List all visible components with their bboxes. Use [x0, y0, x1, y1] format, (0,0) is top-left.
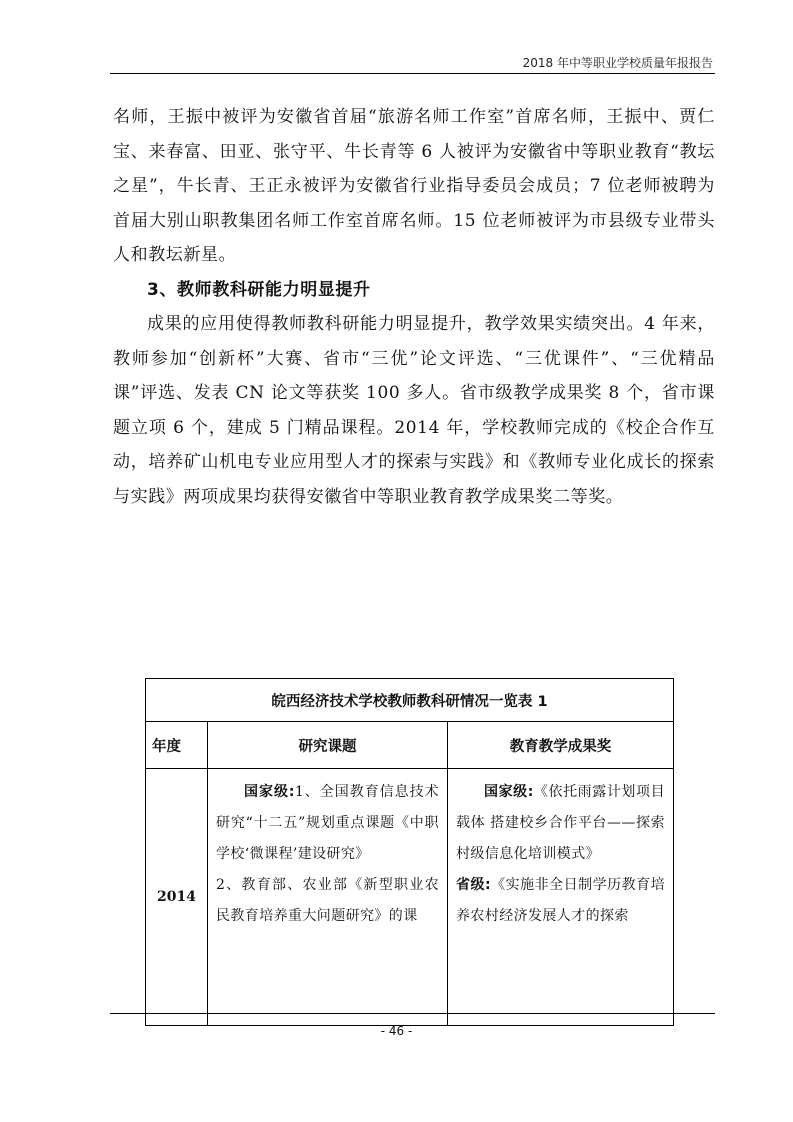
- research-cell: [208, 769, 448, 1026]
- table-row: [146, 769, 674, 1026]
- award-header: 教育教学成果奖: [448, 722, 674, 769]
- award-cell: [448, 769, 674, 1026]
- award-national-text: 《依托雨露计划项目载体 搭建校乡合作平台——探索村级信息化培训模式》: [456, 784, 665, 862]
- research-table: [145, 678, 674, 1026]
- body-text: [113, 100, 715, 514]
- award-national: [456, 777, 665, 870]
- table-caption: 皖西经济技术学校教师教科研情况一览表 1: [146, 679, 674, 722]
- research-item-1-text: 1、全国教育信息技术研究“十二五”规划重点课题《中职学校‘微课程’建设研究》: [216, 784, 439, 862]
- award-provincial: [456, 870, 665, 932]
- section-heading: 3、教师教科研能力明显提升: [147, 279, 371, 300]
- research-item-1: [216, 777, 439, 870]
- page-number: - 46 -: [380, 1024, 413, 1038]
- level-label: 国家级:: [484, 784, 534, 800]
- section-paragraph: 成果的应用使得教师教科研能力明显提升，教学效果实绩突出。4 年来，教师参加“创新杯”大赛、省市“三优”论文评选、“三优课件”、“三优精品课”评选、发表 CN 论文等获奖 100 多人。省市级教学成果奖 8 个，省市课题立项 6 个，建成 5 门精品课程。2014 年，学校教师完成的《校企合作互动，培养矿山机电专业应用型人才的探索与实践》和《教师专业化成长的探索与实践》两项成果均获得安徽省中等职业教育教学成果奖二等奖。: [113, 314, 715, 507]
- footer-divider: [110, 1013, 715, 1014]
- year-cell: 2014: [146, 769, 208, 1026]
- running-header: 2018 年中等职业学校质量年报报告: [522, 56, 713, 70]
- level-label: 国家级:: [244, 784, 295, 800]
- year-header: 年度: [146, 722, 208, 769]
- award-provincial-text: 《实施非全日制学历教育培养农村经济发展人才的探索: [456, 877, 665, 924]
- research-header: 研究课题: [208, 722, 448, 769]
- research-item-2: 2、教育部、农业部《新型职业农民教育培养重大问题研究》的课: [216, 877, 439, 924]
- header-divider: [110, 73, 715, 74]
- level-label: 省级:: [456, 877, 491, 893]
- intro-paragraph: 名师，王振中被评为安徽省首届“旅游名师工作室”首席名师，王振中、贾仁宝、来春富、田亚、张守平、牛长青等 6 人被评为安徽省中等职业教育“教坛之星”，牛长青、王正永被评为安徽省行业指导委员会成员；7 位老师被聘为首届大别山职教集团名师工作室首席名师。15 位老师被评为市县级专业带头人和教坛新星。: [113, 107, 715, 265]
